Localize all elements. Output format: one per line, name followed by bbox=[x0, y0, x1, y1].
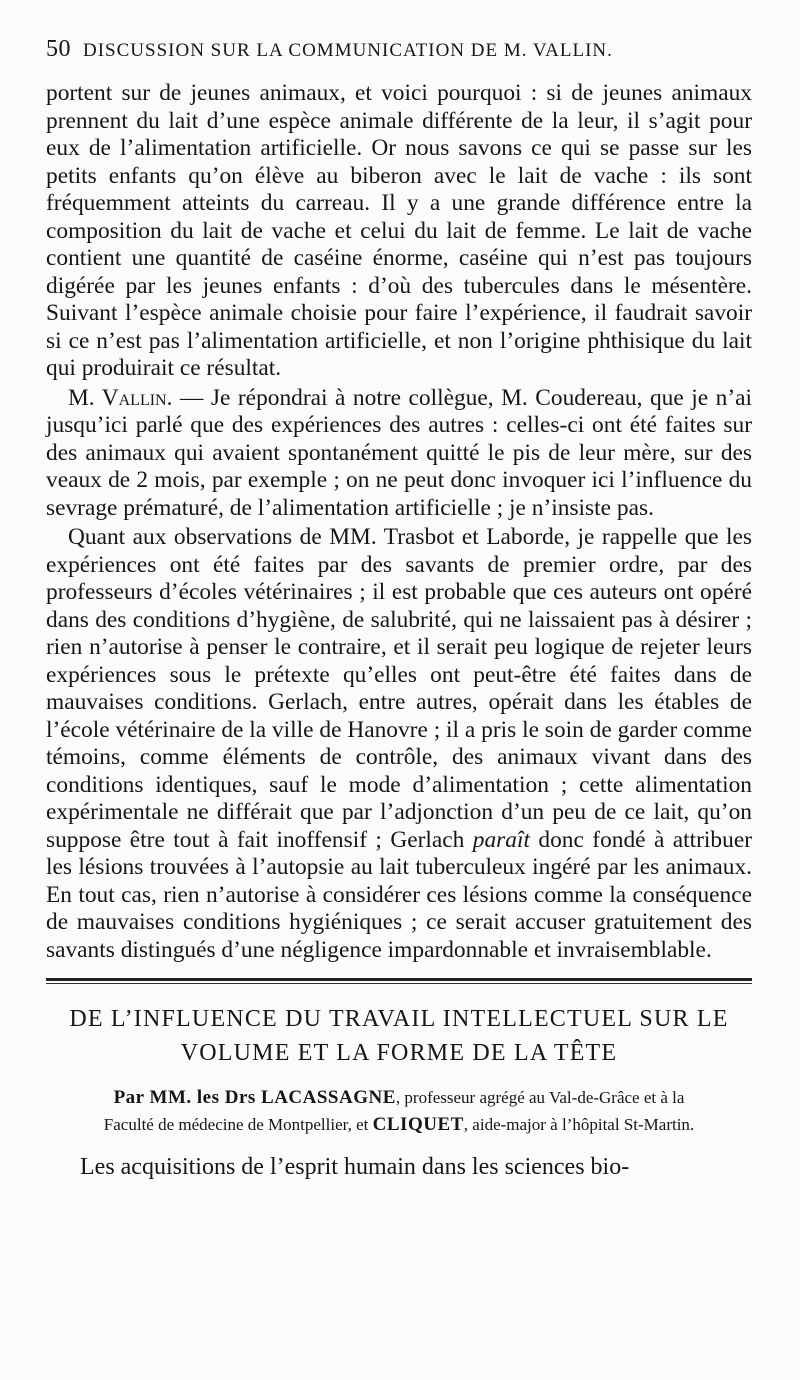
paragraph-3-italic: paraît bbox=[472, 826, 530, 853]
divider-thick-rule bbox=[46, 978, 752, 981]
byline-line-2 bbox=[46, 1111, 752, 1138]
paragraph-3 bbox=[46, 524, 752, 964]
article-opening-line: Les acquisitions de l’esprit humain dans les sciences bio- bbox=[80, 1154, 630, 1180]
paragraph-3-text-a: Quant aux observations de MM. Trasbot et Laborde, je rappelle que les expériences ont été faites par des savants de premier ordre, par des professeurs d’écoles vétérinaires ; il est probable que ces auteurs ont opéré dans des conditions d’hygiène, de salubrité, qui ne laissaient pas à désirer ; rien n’autorise à penser le contraire, et il serait peu logique de rejeter leurs expériences sous le prétexte qu’elles ont peut-être été faites dans de mauvaises conditions. Gerlach, entre autres, opérait dans les étables de l’école vétérinaire de la ville de Hanovre ; il a pris le soin de garder comme témoins, comme éléments de contrôle, des animaux vivant dans des conditions identiques, sauf le mode d’alimentation ; cette alimentation expérimentale ne différait que par l’adjonction d’un peu de ce lait, qu’on suppose être tout à fait inoffensif ; Gerlach bbox=[46, 524, 752, 853]
page-number: 50 bbox=[46, 36, 71, 62]
section-title-line-2: VOLUME ET LA FORME DE LA TÊTE bbox=[180, 1040, 618, 1066]
section-title-line-1: DE L’INFLUENCE DU TRAVAIL INTELLECTUEL SUR LE bbox=[69, 1006, 729, 1032]
paragraph-2 bbox=[46, 385, 752, 523]
author-1-role: , professeur agrégé au Val-de-Grâce et à la bbox=[395, 1088, 685, 1107]
section-divider bbox=[46, 978, 752, 984]
byline bbox=[46, 1084, 752, 1138]
running-header bbox=[46, 36, 752, 80]
byline-line-2-prefix: Faculté de médecine de Montpellier, et bbox=[103, 1115, 373, 1134]
byline-line-1 bbox=[46, 1084, 752, 1111]
author-lacassagne: LACASSAGNE bbox=[261, 1087, 396, 1108]
body-text bbox=[46, 80, 752, 964]
paragraph-3-text-b: donc fondé à attribuer les lésions trouvées à l’autopsie au lait tuberculeux ingéré par les animaux. En tout cas, rien n’autorise à considérer ces lésions comme la conséquence de mauvaises conditions hygiéniques ; ce serait accuser gratuitement des savants distingués d’une négligence impardonnable et invraisemblable. bbox=[46, 826, 752, 963]
running-title: DISCUSSION SUR LA COMMUNICATION DE M. VALLIN. bbox=[83, 40, 613, 61]
author-cliquet: CLIQUET bbox=[372, 1114, 464, 1135]
divider-thin-rule bbox=[46, 983, 752, 984]
byline-prefix: Par MM. les Drs bbox=[113, 1087, 262, 1108]
paragraph-1: portent sur de jeunes animaux, et voici pourquoi : si de jeunes animaux prennent du lait d’une espèce animale différente de la leur, il s’agit pour eux de l’alimentation artificielle. Or nous savons ce qui se passe sur les petits enfants qu’on élève au biberon avec le lait de vache : ils sont fréquemment atteints du carreau. Il y a une grande différence entre la composition du lait de vache et celui du lait de femme. Le lait de vache contient une quantité de caséine énorme, caséine qui n’est pas toujours digérée par les jeunes enfants : d’où des tubercules dans le mésentère. Suivant l’espèce animale choisie pour faire l’expérience, il faudrait savoir si ce n’est pas l’alimentation artificielle, et non l’origine phthisique du lait qui produirait ce résultat. bbox=[46, 80, 752, 381]
author-2-role: , aide-major à l’hôpital St-Martin. bbox=[463, 1115, 695, 1134]
speaker-name: M. Vallin. bbox=[68, 384, 173, 411]
section-title bbox=[46, 1002, 752, 1070]
paragraph-2-text: — Je répondrai à notre collègue, M. Coudereau, que je n’ai jusqu’ici parlé que des expériences des autres : celles-ci ont été faites sur des animaux qui avaient spontanément quitté le pis de leur mère, sur des veaux de 2 mois, par exemple ; on ne peut donc invoquer ici l’influence du sevrage prématuré, de l’alimentation artificielle ; je n’insiste pas. bbox=[46, 384, 753, 521]
